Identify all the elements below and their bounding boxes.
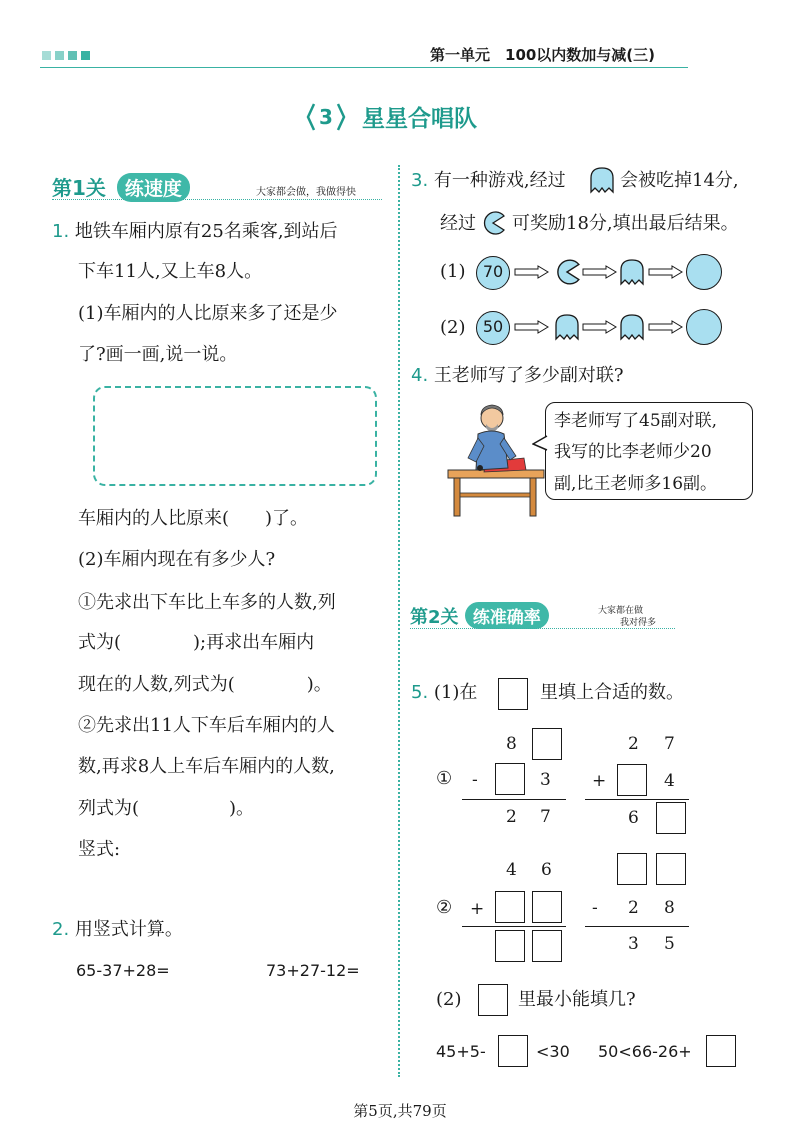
q3-line2b: 可奖励18分,填出最后结果。 (512, 213, 739, 234)
bubble-line2: 我写的比李老师少20 (554, 442, 712, 462)
blank-box-sample (478, 984, 508, 1016)
d-sum-line (585, 926, 689, 927)
level1-label: 第1关 (52, 176, 106, 200)
q2-expr2: 73+27-12= (266, 961, 360, 980)
d-mid-digit-1: 2 (628, 898, 639, 918)
q3-line1: 3. 有一种游戏,经过 (411, 170, 566, 191)
q1-answer-line: 车厢内的人比原来( )了。 (78, 508, 309, 529)
q1-method1-line3: 现在的人数,列式为( )。 (78, 674, 332, 695)
q4-heading: 4. 王老师写了多少副对联? (411, 365, 624, 386)
a-result-digit-2: 7 (540, 807, 551, 827)
q4-number: 4. (411, 365, 429, 386)
q3-row1-label: (1) (440, 261, 466, 282)
arrow-icon (582, 320, 618, 334)
arrow-icon (648, 265, 684, 279)
bubble-line3: 副,比王老师多16副。 (554, 474, 718, 494)
ghost-icon (588, 166, 616, 194)
q1-number: 1. (52, 221, 70, 242)
level2-label: 第2关 (410, 607, 459, 628)
ghost-icon (553, 313, 581, 341)
level1-heading (52, 172, 190, 202)
header-square-4 (81, 51, 90, 60)
c-operator: + (470, 899, 485, 919)
column-divider (398, 165, 400, 1077)
q3-row2-label: (2) (440, 317, 466, 338)
blank-box[interactable] (617, 764, 647, 796)
q5-p2-label: (2) (436, 989, 462, 1010)
ineq1-right: <30 (536, 1042, 570, 1061)
a-operator: - (472, 770, 478, 790)
d-mid-digit-2: 8 (664, 898, 675, 918)
a-mid-digit: 3 (540, 770, 551, 790)
teacher-illustration (446, 398, 546, 518)
q5-eq1-label: ① (436, 768, 453, 789)
q1-method2-line1: ②先求出11人下车后车厢内的人 (78, 715, 335, 736)
q3-row2-start: 50 (482, 317, 504, 336)
bubble-line1: 李老师写了45副对联, (554, 411, 718, 431)
q3-row1-start: 70 (482, 262, 504, 281)
q3-number: 3. (411, 170, 429, 191)
d-result-digit-1: 3 (628, 934, 639, 954)
blank-box[interactable] (706, 1035, 736, 1067)
a-result-digit-1: 2 (506, 807, 517, 827)
level1-underline (52, 199, 382, 200)
blank-box[interactable] (495, 763, 525, 795)
level2-slogan-1: 大家都在做 (598, 606, 644, 616)
q1-part2: (2)车厢内现在有多少人? (78, 549, 276, 570)
blank-box[interactable] (532, 891, 562, 923)
b-mid-digit: 4 (664, 771, 675, 791)
arrow-icon (582, 265, 618, 279)
q1-part1-line1: (1)车厢内的人比原来多了还是少 (78, 303, 338, 324)
level1-slogan: 大家都会做，我做得快 (256, 187, 356, 198)
b-top-digit-1: 2 (628, 734, 639, 754)
c-top-digit-2: 6 (541, 860, 552, 880)
q3-row2-answer-circle[interactable] (686, 309, 722, 345)
q1-method1-line2: 式为( );再求出车厢内 (78, 632, 315, 653)
a-sum-line (462, 799, 566, 800)
c-sum-line (462, 926, 566, 927)
ineq1-left: 45+5- (436, 1042, 486, 1061)
blank-box[interactable] (532, 930, 562, 962)
c-top-digit-1: 4 (506, 860, 517, 880)
level2-slogan-2: 我对得多 (620, 618, 657, 628)
q1-method2-line3: 列式为( )。 (78, 798, 255, 819)
header-square-3 (68, 51, 77, 60)
level2-underline (410, 628, 675, 629)
blank-box[interactable] (656, 802, 686, 834)
speech-bubble-tail (532, 434, 548, 452)
q5-heading: 5. (1)在 (411, 682, 478, 703)
q3-line1b: 会被吃掉14分, (620, 170, 739, 191)
header-square-1 (42, 51, 51, 60)
arrow-icon (514, 320, 550, 334)
blank-box[interactable] (495, 891, 525, 923)
q1-method1-line1: ①先求出下车比上车多的人数,列 (78, 592, 336, 613)
lesson-number: 3 (319, 105, 333, 129)
lesson-title: 星星合唱队 (362, 106, 477, 132)
q5-number: 5. (411, 682, 429, 703)
q1-method2-line2: 数,再求8人上车后车厢内的人数, (78, 756, 335, 777)
q5-eq2-label: ② (436, 897, 453, 918)
pac-man-icon (480, 210, 506, 236)
level1-badge: 练速度 (117, 173, 190, 202)
level2-heading (410, 602, 549, 629)
d-operator: - (592, 898, 598, 918)
blank-box[interactable] (656, 853, 686, 885)
q2-expr1: 65-37+28= (76, 961, 170, 980)
page-footer: 第5页,共79页 (353, 1102, 447, 1120)
ineq2-left: 50<66-26+ (598, 1042, 692, 1061)
lesson-number-badge (306, 102, 346, 132)
ghost-icon (618, 258, 646, 286)
header-rule (40, 67, 688, 68)
blank-box-sample (498, 678, 528, 710)
b-result-digit: 6 (628, 808, 639, 828)
header-title: 第一单元 100以内数加与减(三) (430, 46, 656, 64)
b-operator: + (592, 771, 607, 791)
arrow-icon (514, 265, 550, 279)
pac-man-icon (553, 258, 581, 286)
q3-line2a: 经过 (440, 213, 476, 234)
b-top-digit-2: 7 (664, 734, 675, 754)
q5-p2-rest: 里最小能填几? (518, 989, 636, 1010)
blank-box[interactable] (617, 853, 647, 885)
drawing-area[interactable] (93, 386, 377, 486)
blank-box[interactable] (495, 930, 525, 962)
b-sum-line (585, 799, 689, 800)
blank-box[interactable] (532, 728, 562, 760)
level2-badge: 练准确率 (465, 602, 549, 629)
blank-box[interactable] (498, 1035, 528, 1067)
header-square-2 (55, 51, 64, 60)
q1-vertical-label: 竖式: (78, 839, 121, 860)
q2-number: 2. (52, 919, 70, 940)
q2-heading: 2. 用竖式计算。 (52, 919, 183, 940)
d-result-digit-2: 5 (664, 934, 675, 954)
q1-part1-line2: 了?画一画,说一说。 (78, 344, 238, 365)
q3-row1-answer-circle[interactable] (686, 254, 722, 290)
q1-line1: 1. 地铁车厢内原有25名乘客,到站后 (52, 221, 338, 242)
q5-p1-rest: 里填上合适的数。 (540, 682, 684, 703)
arrow-icon (648, 320, 684, 334)
q1-line2: 下车11人,又上车8人。 (78, 261, 263, 282)
ghost-icon (618, 313, 646, 341)
a-top-digit: 8 (506, 734, 517, 754)
